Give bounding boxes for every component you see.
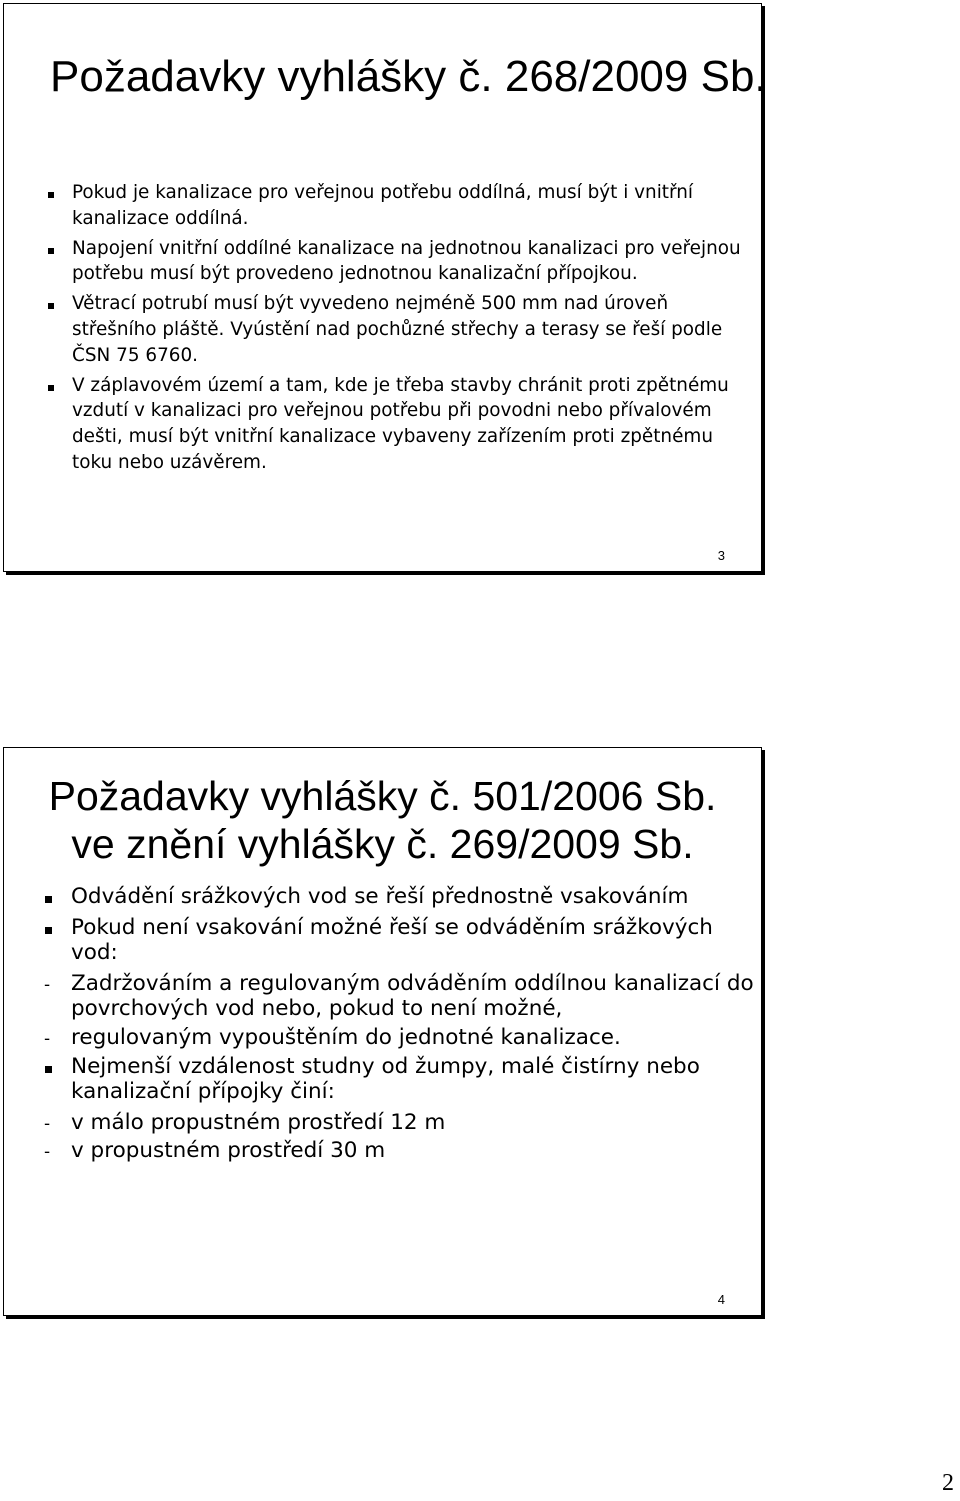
list-item-text: v propustném prostředí 30 m <box>71 1138 386 1164</box>
list-item <box>48 373 748 476</box>
list-item <box>48 291 748 368</box>
slide-4 <box>3 747 762 1316</box>
square-bullet-icon <box>48 180 54 206</box>
slide-title <box>4 772 761 868</box>
list-item-text: Pokud je kanalizace pro veřejnou potřebu oddílná, musí být i vnitřní kanalizace oddílná. <box>72 182 694 229</box>
square-bullet-icon <box>44 915 52 941</box>
square-bullet-icon <box>44 884 52 910</box>
list-item-text: Větrací potrubí musí být vyvedeno nejméně 500 mm nad úroveň střešního pláště. Vyústění nad pochůzné střechy a terasy se řeší podle ČSN 75 6760. <box>72 293 723 366</box>
slide-title-line-2: ve znění vyhlášky č. 269/2009 Sb. <box>71 821 694 867</box>
list-item-text: V záplavovém území a tam, kde je třeba stavby chránit proti zpětnému vzdutí v kanalizaci pro veřejnou potřebu při povodni nebo přívalovém dešti, musí být vnitřní kanalizace vybaveny zařízením proti zpětnému toku nebo uzávěrem. <box>72 374 729 473</box>
dash-bullet-icon: - <box>44 1142 51 1163</box>
slide-page-number: 3 <box>717 548 725 563</box>
dash-bullet-icon: - <box>44 974 51 995</box>
list-item <box>48 180 748 232</box>
list-item-text: v málo propustném prostředí 12 m <box>71 1109 446 1135</box>
square-bullet-icon <box>48 373 54 399</box>
slide-title-line-1: Požadavky vyhlášky č. 501/2006 Sb. <box>48 773 717 819</box>
list-item <box>44 1110 754 1136</box>
list-item-text: Zadržováním a regulovaným odváděním oddílnou kanalizací do povrchových vod nebo, pokud to není možné, <box>71 970 754 1022</box>
list-item-text: Napojení vnitřní oddílné kanalizace na jednotnou kanalizaci pro veřejnou potřebu musí být provedeno jednotnou kanalizační přípojkou. <box>72 237 741 285</box>
list-item-text: Odvádění srážkových vod se řeší přednostně vsakováním <box>71 884 689 909</box>
list-item-text: Nejmenší vzdálenost studny od žumpy, malé čistírny nebo kanalizační přípojky činí: <box>71 1053 700 1105</box>
square-bullet-icon <box>48 236 54 262</box>
list-item <box>44 1054 754 1105</box>
slide-page-number: 4 <box>717 1292 725 1307</box>
list-item <box>44 1138 754 1164</box>
slide-title: Požadavky vyhlášky č. 268/2009 Sb. <box>50 52 767 101</box>
square-bullet-icon <box>44 1054 52 1080</box>
list-item <box>44 884 754 910</box>
list-item <box>44 1025 754 1051</box>
bullet-list <box>48 180 748 480</box>
dash-bullet-icon: - <box>44 1028 51 1049</box>
square-bullet-icon <box>48 291 54 317</box>
list-item <box>44 971 754 1022</box>
dash-bullet-icon: - <box>44 1113 51 1134</box>
list-item-text: Pokud není vsakování možné řeší se odváděním srážkových vod: <box>71 914 713 966</box>
slide-3 <box>3 3 767 572</box>
list-item <box>44 915 754 966</box>
list-item <box>48 236 748 288</box>
list-item-text: regulovaným vypouštěním do jednotné kanalizace. <box>71 1024 621 1050</box>
sheet-page-number: 2 <box>942 1470 954 1496</box>
bullet-list <box>44 884 754 1167</box>
